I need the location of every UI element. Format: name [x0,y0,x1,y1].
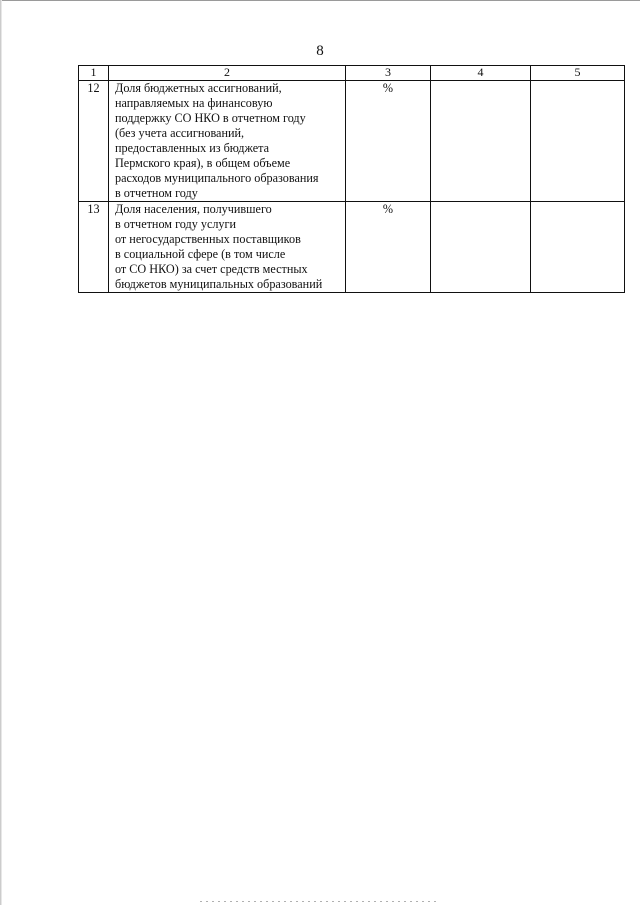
value-cell-col5 [531,81,625,202]
indicator-name-line: от негосударственных поставщиков [115,232,301,246]
column-header-1: 1 [79,66,109,81]
table-header-row [79,66,625,81]
indicators-table [78,65,625,293]
table-row [79,202,625,293]
indicator-name [109,81,346,202]
value-cell-col5 [531,202,625,293]
indicator-name-line: (без учета ассигнований, [115,126,245,140]
value-cell-col4 [431,202,531,293]
indicator-name-line: в отчетном году услуги [115,217,237,231]
table-row [79,81,625,202]
column-header-3: 3 [346,66,431,81]
unit-cell: % [346,81,431,202]
column-header-5: 5 [531,66,625,81]
row-number: 12 [79,81,109,202]
indicator-name-line: от СО НКО) за счет средств местных [115,262,308,276]
row-number: 13 [79,202,109,293]
indicator-name-line: Пермского края), в общем объеме [115,156,291,170]
indicator-name-line: Доля населения, получившего [115,202,272,216]
value-cell-col4 [431,81,531,202]
scan-bottom-edge [200,901,440,902]
unit-cell: % [346,202,431,293]
indicator-name-line: расходов муниципального образования [115,171,319,185]
scan-left-edge [0,0,2,905]
indicator-name-line: направляемых на финансовую [115,96,273,110]
indicator-name-line: в социальной сфере (в том числе [115,247,286,261]
scan-top-edge [0,0,640,1]
indicator-name-line: Доля бюджетных ассигнований, [115,81,282,95]
indicator-name-line: бюджетов муниципальных образований [115,277,323,291]
indicator-name-line: поддержку СО НКО в отчетном году [115,111,306,125]
indicator-name-line: предоставленных из бюджета [115,141,270,155]
indicator-name [109,202,346,293]
indicator-name-line: в отчетном году [115,186,198,200]
column-header-2: 2 [109,66,346,81]
page-number: 8 [316,43,324,59]
column-header-4: 4 [431,66,531,81]
